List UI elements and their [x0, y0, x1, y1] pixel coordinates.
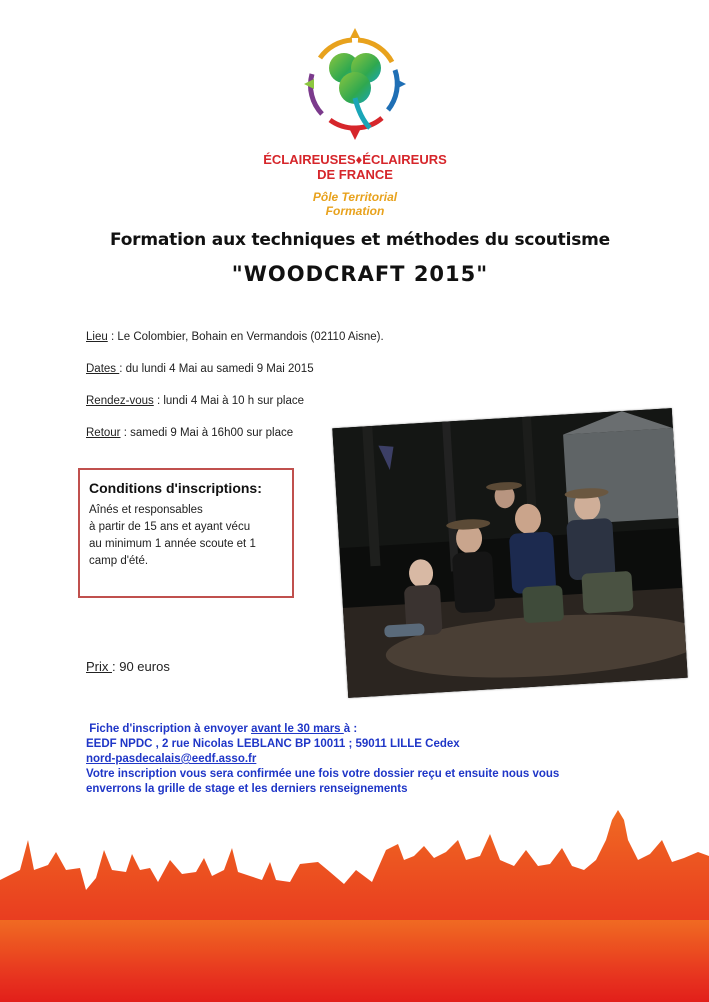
lieu-value: : Le Colombier, Bohain en Vermandois (02110 Aisne).: [107, 331, 384, 343]
organization-name: [250, 152, 460, 182]
price: [86, 659, 170, 674]
info-lieu: [86, 331, 384, 343]
organization-subtitle: [260, 190, 450, 218]
contact-line1: [86, 722, 666, 737]
page-subtitle: "WOODCRAFT 2015": [231, 262, 489, 286]
contact-info: [86, 722, 666, 797]
conditions-line3: au minimum 1 année scoute et 1: [89, 538, 256, 550]
conditions-text: [89, 502, 289, 570]
retour-value: : samedi 9 Mai à 16h00 sur place: [120, 427, 294, 439]
lieu-label: Lieu: [86, 331, 108, 343]
skyline-decoration: [0, 810, 709, 1002]
eedf-logo: [300, 28, 410, 146]
dates-label: Dates: [86, 363, 120, 375]
dates-value: : du lundi 4 Mai au samedi 9 Mai 2015: [119, 363, 314, 375]
price-value: : 90 euros: [112, 659, 170, 674]
info-retour: [86, 427, 293, 439]
contact-address: EEDF NPDC , 2 rue Nicolas LEBLANC BP 10011 ; 59011 LILLE Cedex: [86, 738, 460, 750]
contact-line1-pre: Fiche d'inscription à envoyer: [89, 723, 252, 735]
conditions-line1: Aînés et responsables: [89, 504, 203, 516]
scouts-photo: [332, 408, 687, 698]
rdv-label: Rendez-vous: [86, 395, 154, 407]
organization-sub-line2: Formation: [325, 204, 385, 218]
price-label: Prix: [86, 659, 112, 674]
organization-sub-line1: Pôle Territorial: [312, 190, 398, 204]
page-title: Formation aux techniques et méthodes du scoutisme: [109, 230, 611, 250]
retour-label: Retour: [86, 427, 121, 439]
conditions-line2: à partir de 15 ans et ayant vécu: [89, 521, 251, 533]
contact-line4: Votre inscription vous sera confirmée une fois votre dossier reçu et ensuite nous vous: [86, 768, 560, 780]
info-dates: [86, 363, 314, 375]
conditions-line4: camp d'été.: [89, 555, 149, 567]
rdv-value: : lundi 4 Mai à 10 h sur place: [153, 395, 304, 407]
conditions-title: Conditions d'inscriptions:: [89, 480, 262, 496]
info-rendez-vous: [86, 395, 304, 407]
contact-line1-post: à :: [343, 723, 358, 735]
conditions-box: [78, 468, 294, 598]
organization-name-line1: ÉCLAIREUSES♦ÉCLAIREURS: [263, 152, 447, 167]
contact-email[interactable]: nord-pasdecalais@eedf.asso.fr: [86, 753, 257, 765]
organization-name-line2: DE FRANCE: [317, 167, 393, 182]
deadline-link: avant le 30 mars: [251, 723, 344, 735]
contact-line5: enverrons la grille de stage et les derniers renseignements: [86, 783, 408, 795]
